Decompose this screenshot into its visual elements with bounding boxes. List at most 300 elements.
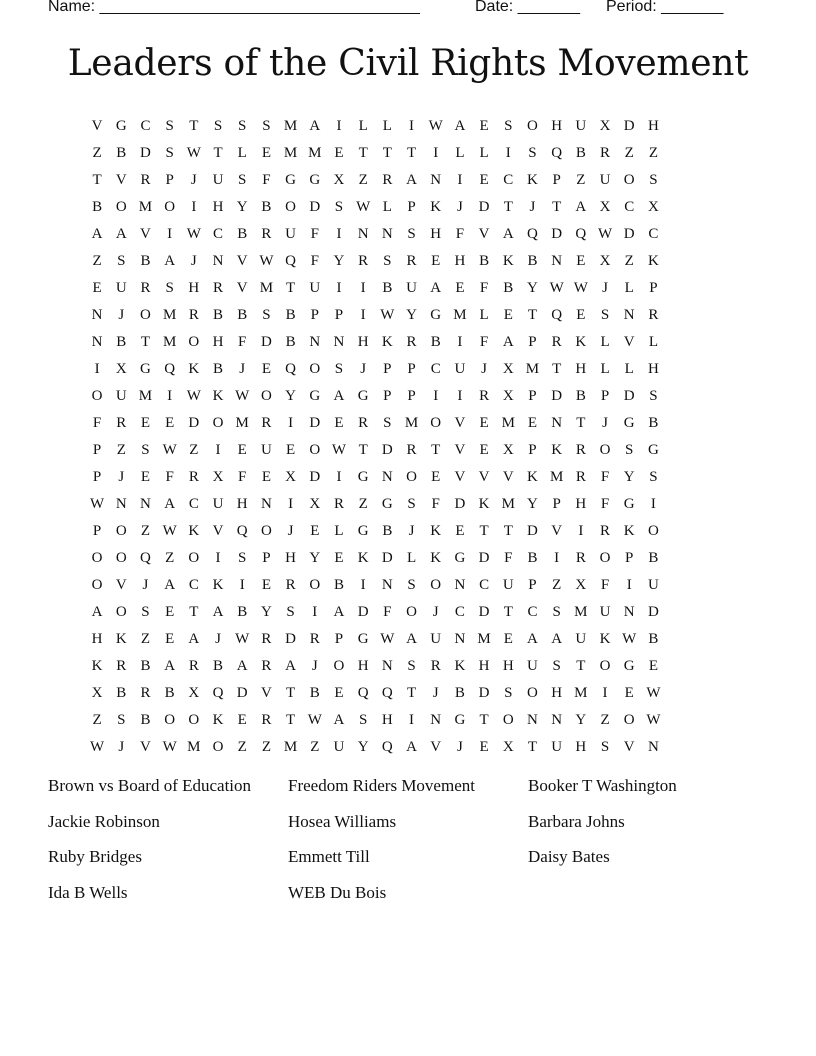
grid-letter[interactable]: S [334, 199, 344, 215]
grid-letter[interactable]: N [430, 172, 442, 188]
grid-letter[interactable]: P [600, 388, 610, 404]
grid-letter[interactable]: X [647, 199, 659, 215]
grid-letter[interactable]: S [141, 442, 150, 458]
grid-letter[interactable]: F [455, 226, 465, 242]
grid-letter[interactable]: D [647, 604, 659, 620]
grid-letter[interactable]: K [91, 658, 103, 674]
grid-letter[interactable]: P [407, 199, 416, 215]
grid-letter[interactable]: T [552, 199, 562, 215]
grid-letter[interactable]: I [505, 145, 511, 161]
grid-letter[interactable]: J [190, 172, 197, 188]
grid-letter[interactable]: S [238, 550, 247, 566]
grid-letter[interactable]: F [600, 469, 610, 485]
grid-letter[interactable]: R [261, 226, 272, 242]
grid-letter[interactable]: Z [552, 577, 562, 593]
grid-letter[interactable]: G [357, 523, 369, 539]
grid-letter[interactable]: S [407, 658, 416, 674]
grid-letter[interactable]: J [118, 307, 125, 323]
grid-letter[interactable]: Z [92, 712, 102, 728]
grid-letter[interactable]: I [457, 172, 463, 188]
grid-letter[interactable]: N [381, 226, 393, 242]
grid-letter[interactable]: Z [116, 442, 126, 458]
grid-letter[interactable]: J [456, 199, 463, 215]
grid-letter[interactable]: Y [260, 604, 272, 620]
grid-letter[interactable]: N [91, 307, 103, 323]
grid-letter[interactable]: E [286, 442, 296, 458]
grid-letter[interactable]: U [212, 496, 224, 512]
grid-letter[interactable]: W [259, 253, 274, 269]
grid-letter[interactable]: S [213, 118, 223, 134]
grid-letter[interactable]: J [456, 739, 463, 755]
grid-letter[interactable]: S [262, 118, 271, 134]
grid-letter[interactable]: O [91, 550, 103, 566]
grid-letter[interactable]: J [215, 631, 221, 647]
grid-letter[interactable]: N [623, 604, 635, 620]
grid-letter[interactable]: R [600, 523, 611, 539]
grid-letter[interactable]: R [285, 577, 296, 593]
grid-letter[interactable]: M [574, 604, 588, 620]
grid-letter[interactable]: E [165, 604, 175, 620]
grid-letter[interactable]: D [551, 226, 563, 242]
grid-letter[interactable]: B [92, 199, 103, 215]
grid-letter[interactable]: Y [527, 496, 538, 512]
grid-letter[interactable]: M [574, 685, 588, 701]
grid-letter[interactable]: B [116, 145, 127, 161]
grid-letter[interactable]: S [504, 118, 513, 134]
grid-letter[interactable]: I [626, 577, 632, 593]
grid-letter[interactable]: R [309, 631, 320, 647]
grid-letter[interactable]: X [575, 577, 587, 593]
grid-letter[interactable]: S [407, 496, 416, 512]
grid-letter[interactable]: K [527, 172, 538, 188]
grid-letter[interactable]: E [455, 280, 465, 296]
grid-letter[interactable]: D [309, 469, 321, 485]
grid-letter[interactable]: D [478, 685, 490, 701]
grid-letter[interactable]: J [190, 253, 197, 269]
grid-letter[interactable]: K [647, 253, 659, 269]
grid-letter[interactable]: B [140, 658, 151, 674]
grid-letter[interactable]: R [333, 496, 344, 512]
grid-letter[interactable]: J [239, 361, 246, 377]
grid-letter[interactable]: J [529, 199, 536, 215]
grid-letter[interactable]: A [115, 226, 127, 242]
grid-letter[interactable]: Q [381, 739, 393, 755]
grid-letter[interactable]: T [552, 361, 562, 377]
grid-letter[interactable]: W [235, 631, 250, 647]
grid-letter[interactable]: T [576, 658, 586, 674]
grid-letter[interactable]: G [454, 550, 466, 566]
grid-letter[interactable]: P [528, 334, 537, 350]
grid-letter[interactable]: H [647, 361, 659, 377]
grid-letter[interactable]: J [602, 415, 608, 431]
grid-letter[interactable]: A [527, 631, 538, 647]
grid-letter[interactable]: T [92, 172, 102, 188]
grid-letter[interactable]: R [213, 280, 224, 296]
grid-letter[interactable]: Y [406, 307, 417, 323]
grid-letter[interactable]: K [188, 523, 200, 539]
grid-letter[interactable]: H [551, 685, 563, 701]
grid-letter[interactable]: K [575, 334, 587, 350]
grid-letter[interactable]: P [92, 442, 102, 458]
grid-letter[interactable]: J [118, 739, 125, 755]
grid-letter[interactable]: C [503, 172, 514, 188]
grid-letter[interactable]: V [430, 739, 442, 755]
grid-letter[interactable]: K [430, 199, 442, 215]
grid-letter[interactable]: H [502, 658, 514, 674]
grid-letter[interactable]: N [309, 334, 321, 350]
grid-letter[interactable]: U [599, 172, 611, 188]
grid-letter[interactable]: E [479, 415, 489, 431]
grid-letter[interactable]: T [358, 442, 368, 458]
grid-letter[interactable]: G [623, 658, 635, 674]
grid-letter[interactable]: R [406, 334, 417, 350]
grid-letter[interactable]: Q [236, 523, 248, 539]
grid-letter[interactable]: B [575, 145, 586, 161]
grid-letter[interactable]: O [91, 388, 103, 404]
grid-letter[interactable]: L [237, 145, 247, 161]
grid-letter[interactable]: A [333, 604, 345, 620]
grid-letter[interactable]: D [478, 550, 490, 566]
grid-letter[interactable]: P [552, 172, 561, 188]
grid-letter[interactable]: P [552, 496, 561, 512]
grid-letter[interactable]: T [406, 685, 417, 701]
grid-letter[interactable]: V [454, 442, 466, 458]
grid-letter[interactable]: Q [212, 685, 224, 701]
grid-letter[interactable]: S [600, 307, 610, 323]
grid-letter[interactable]: F [92, 415, 102, 431]
grid-letter[interactable]: R [188, 307, 199, 323]
grid-letter[interactable]: S [165, 118, 174, 134]
grid-letter[interactable]: V [236, 253, 248, 269]
grid-letter[interactable]: N [551, 415, 563, 431]
grid-letter[interactable]: I [578, 523, 584, 539]
grid-letter[interactable]: C [479, 577, 490, 593]
grid-letter[interactable]: T [213, 145, 223, 161]
grid-letter[interactable]: E [334, 550, 344, 566]
grid-letter[interactable]: X [502, 388, 514, 404]
grid-letter[interactable]: N [430, 712, 442, 728]
grid-letter[interactable]: W [573, 280, 588, 296]
grid-letter[interactable]: Z [624, 145, 634, 161]
grid-letter[interactable]: T [479, 712, 489, 728]
grid-letter[interactable]: L [358, 118, 368, 134]
grid-letter[interactable]: A [575, 199, 587, 215]
grid-letter[interactable]: U [309, 280, 321, 296]
grid-letter[interactable]: N [527, 712, 538, 728]
grid-letter[interactable]: E [261, 145, 271, 161]
grid-letter[interactable]: I [288, 415, 294, 431]
grid-letter[interactable]: O [309, 577, 321, 593]
grid-letter[interactable]: R [600, 145, 611, 161]
grid-letter[interactable]: N [115, 496, 127, 512]
grid-letter[interactable]: R [382, 172, 393, 188]
grid-letter[interactable]: S [600, 739, 610, 755]
grid-letter[interactable]: C [648, 226, 659, 242]
grid-letter[interactable]: D [454, 496, 466, 512]
grid-letter[interactable]: K [478, 496, 490, 512]
grid-letter[interactable]: S [383, 415, 392, 431]
grid-letter[interactable]: I [360, 280, 366, 296]
grid-letter[interactable]: O [115, 604, 127, 620]
grid-letter[interactable]: G [357, 631, 369, 647]
grid-letter[interactable]: Z [92, 253, 102, 269]
grid-letter[interactable]: K [357, 550, 369, 566]
grid-letter[interactable]: A [502, 334, 514, 350]
grid-letter[interactable]: V [502, 469, 514, 485]
grid-letter[interactable]: R [551, 334, 562, 350]
grid-letter[interactable]: H [430, 226, 442, 242]
grid-letter[interactable]: A [91, 226, 103, 242]
grid-letter[interactable]: Z [648, 145, 658, 161]
grid-letter[interactable]: K [212, 388, 224, 404]
grid-letter[interactable]: W [549, 280, 564, 296]
grid-letter[interactable]: T [527, 739, 538, 755]
grid-letter[interactable]: M [283, 118, 298, 134]
name-field[interactable]: Name: ____________________________________ [48, 0, 420, 15]
grid-letter[interactable]: M [138, 388, 153, 404]
grid-letter[interactable]: J [118, 469, 125, 485]
grid-letter[interactable]: W [622, 631, 637, 647]
grid-letter[interactable]: S [625, 442, 634, 458]
grid-letter[interactable]: F [238, 334, 247, 350]
grid-letter[interactable]: S [117, 712, 126, 728]
grid-letter[interactable]: O [309, 442, 321, 458]
grid-letter[interactable]: F [504, 550, 513, 566]
grid-letter[interactable]: Q [575, 226, 587, 242]
grid-letter[interactable]: B [309, 685, 320, 701]
grid-letter[interactable]: U [575, 631, 587, 647]
grid-letter[interactable]: Z [189, 442, 199, 458]
grid-letter[interactable]: I [215, 442, 221, 458]
grid-letter[interactable]: N [454, 631, 466, 647]
grid-letter[interactable]: Y [236, 199, 248, 215]
grid-letter[interactable]: K [623, 523, 635, 539]
grid-letter[interactable]: B [382, 523, 393, 539]
grid-letter[interactable]: O [260, 523, 272, 539]
grid-letter[interactable]: B [430, 334, 441, 350]
grid-letter[interactable]: I [433, 145, 439, 161]
grid-letter[interactable]: S [141, 604, 150, 620]
grid-letter[interactable]: W [646, 685, 661, 701]
grid-letter[interactable]: M [549, 469, 564, 485]
grid-letter[interactable]: H [647, 118, 659, 134]
grid-letter[interactable]: T [479, 523, 489, 539]
grid-letter[interactable]: Q [357, 685, 369, 701]
grid-letter[interactable]: H [236, 496, 248, 512]
grid-letter[interactable]: H [357, 334, 369, 350]
grid-letter[interactable]: X [333, 172, 345, 188]
grid-letter[interactable]: U [115, 388, 127, 404]
grid-letter[interactable]: T [503, 604, 513, 620]
grid-letter[interactable]: E [648, 658, 658, 674]
grid-letter[interactable]: S [552, 658, 561, 674]
grid-letter[interactable]: E [334, 685, 344, 701]
grid-letter[interactable]: J [360, 361, 367, 377]
grid-letter[interactable]: P [649, 280, 658, 296]
grid-letter[interactable]: I [336, 280, 342, 296]
grid-letter[interactable]: O [212, 415, 224, 431]
grid-letter[interactable]: V [115, 577, 127, 593]
grid-letter[interactable]: J [311, 658, 318, 674]
grid-letter[interactable]: D [478, 199, 490, 215]
grid-letter[interactable]: M [162, 334, 177, 350]
grid-letter[interactable]: I [336, 469, 342, 485]
grid-letter[interactable]: A [406, 739, 417, 755]
grid-letter[interactable]: U [575, 118, 587, 134]
grid-letter[interactable]: P [165, 172, 174, 188]
grid-letter[interactable]: W [90, 496, 105, 512]
grid-letter[interactable]: C [188, 496, 199, 512]
grid-letter[interactable]: H [212, 334, 224, 350]
grid-letter[interactable]: T [286, 280, 296, 296]
grid-letter[interactable]: B [575, 388, 586, 404]
grid-letter[interactable]: F [431, 496, 440, 512]
grid-letter[interactable]: G [647, 442, 659, 458]
grid-letter[interactable]: O [599, 442, 611, 458]
grid-letter[interactable]: N [381, 577, 393, 593]
grid-letter[interactable]: O [91, 577, 103, 593]
grid-letter[interactable]: R [261, 658, 272, 674]
grid-letter[interactable]: A [454, 118, 466, 134]
grid-letter[interactable]: S [262, 307, 271, 323]
grid-letter[interactable]: Z [92, 145, 102, 161]
grid-letter[interactable]: T [140, 334, 151, 350]
grid-letter[interactable]: T [503, 523, 513, 539]
grid-letter[interactable]: H [575, 739, 587, 755]
grid-letter[interactable]: P [625, 550, 634, 566]
grid-letter[interactable]: I [239, 577, 245, 593]
grid-letter[interactable]: S [407, 577, 416, 593]
grid-letter[interactable]: H [91, 631, 103, 647]
grid-letter[interactable]: W [356, 199, 371, 215]
grid-letter[interactable]: B [333, 577, 344, 593]
grid-letter[interactable]: P [383, 361, 392, 377]
grid-letter[interactable]: P [334, 307, 344, 323]
grid-letter[interactable]: G [623, 496, 635, 512]
grid-letter[interactable]: N [212, 253, 224, 269]
grid-letter[interactable]: B [527, 253, 538, 269]
grid-letter[interactable]: Z [358, 496, 368, 512]
grid-letter[interactable]: T [527, 307, 538, 323]
grid-letter[interactable]: J [432, 604, 439, 620]
grid-letter[interactable]: V [115, 172, 127, 188]
grid-letter[interactable]: I [336, 118, 342, 134]
grid-letter[interactable]: Q [551, 307, 563, 323]
grid-letter[interactable]: M [404, 415, 419, 431]
grid-letter[interactable]: D [357, 604, 369, 620]
grid-letter[interactable]: H [454, 253, 466, 269]
grid-letter[interactable]: N [140, 496, 151, 512]
grid-letter[interactable]: V [140, 739, 151, 755]
grid-letter[interactable]: N [551, 712, 563, 728]
grid-letter[interactable]: S [649, 469, 658, 485]
grid-letter[interactable]: U [599, 604, 611, 620]
grid-letter[interactable]: E [261, 469, 271, 485]
grid-letter[interactable]: L [382, 199, 392, 215]
grid-letter[interactable]: O [430, 415, 442, 431]
grid-letter[interactable]: J [481, 361, 488, 377]
grid-letter[interactable]: F [238, 469, 247, 485]
grid-letter[interactable]: F [165, 469, 174, 485]
grid-letter[interactable]: N [623, 307, 635, 323]
grid-letter[interactable]: E [479, 118, 489, 134]
grid-letter[interactable]: N [454, 577, 466, 593]
grid-letter[interactable]: D [236, 685, 248, 701]
grid-letter[interactable]: S [528, 145, 537, 161]
grid-letter[interactable]: W [380, 307, 395, 323]
grid-letter[interactable]: E [165, 415, 175, 431]
grid-letter[interactable]: U [454, 361, 466, 377]
grid-letter[interactable]: A [551, 631, 563, 647]
grid-letter[interactable]: D [551, 388, 563, 404]
grid-letter[interactable]: I [191, 199, 197, 215]
grid-letter[interactable]: D [260, 334, 272, 350]
grid-letter[interactable]: T [382, 145, 392, 161]
grid-letter[interactable]: M [283, 145, 298, 161]
grid-letter[interactable]: L [406, 550, 417, 566]
grid-letter[interactable]: E [140, 469, 151, 485]
grid-letter[interactable]: X [502, 361, 514, 377]
grid-letter[interactable]: I [167, 226, 173, 242]
grid-letter[interactable]: R [575, 469, 586, 485]
grid-letter[interactable]: W [90, 739, 105, 755]
grid-letter[interactable]: W [186, 226, 201, 242]
grid-letter[interactable]: E [527, 415, 538, 431]
grid-letter[interactable]: G [430, 307, 442, 323]
grid-letter[interactable]: Z [140, 523, 151, 539]
grid-letter[interactable]: X [599, 118, 611, 134]
grid-letter[interactable]: G [309, 172, 321, 188]
grid-letter[interactable]: U [406, 280, 417, 296]
grid-letter[interactable]: N [260, 496, 272, 512]
grid-letter[interactable]: O [188, 550, 200, 566]
grid-letter[interactable]: T [406, 145, 417, 161]
grid-letter[interactable]: K [381, 334, 393, 350]
grid-letter[interactable]: H [188, 280, 200, 296]
grid-letter[interactable]: R [358, 253, 369, 269]
grid-letter[interactable]: O [188, 712, 200, 728]
grid-letter[interactable]: K [551, 442, 563, 458]
grid-letter[interactable]: Q [551, 145, 563, 161]
grid-letter[interactable]: O [527, 685, 538, 701]
grid-letter[interactable]: Y [309, 550, 321, 566]
grid-letter[interactable]: M [187, 739, 201, 755]
grid-letter[interactable]: J [142, 577, 149, 593]
grid-letter[interactable]: W [597, 226, 613, 242]
grid-letter[interactable]: E [431, 469, 441, 485]
grid-letter[interactable]: R [430, 658, 441, 674]
grid-letter[interactable]: B [237, 604, 248, 620]
grid-letter[interactable]: W [380, 631, 395, 647]
grid-letter[interactable]: I [602, 685, 608, 701]
grid-letter[interactable]: W [428, 118, 443, 134]
grid-letter[interactable]: K [527, 469, 538, 485]
grid-letter[interactable]: I [312, 604, 318, 620]
grid-letter[interactable]: F [310, 253, 319, 269]
grid-letter[interactable]: V [140, 226, 151, 242]
grid-letter[interactable]: D [309, 199, 321, 215]
grid-letter[interactable]: M [477, 631, 491, 647]
grid-letter[interactable]: A [406, 631, 417, 647]
grid-letter[interactable]: A [188, 631, 200, 647]
grid-letter[interactable]: W [646, 712, 661, 728]
grid-letter[interactable]: A [502, 226, 514, 242]
grid-letter[interactable]: N [381, 469, 393, 485]
grid-letter[interactable]: I [433, 388, 439, 404]
grid-letter[interactable]: B [285, 307, 296, 323]
grid-letter[interactable]: G [623, 415, 635, 431]
grid-letter[interactable]: U [527, 658, 538, 674]
